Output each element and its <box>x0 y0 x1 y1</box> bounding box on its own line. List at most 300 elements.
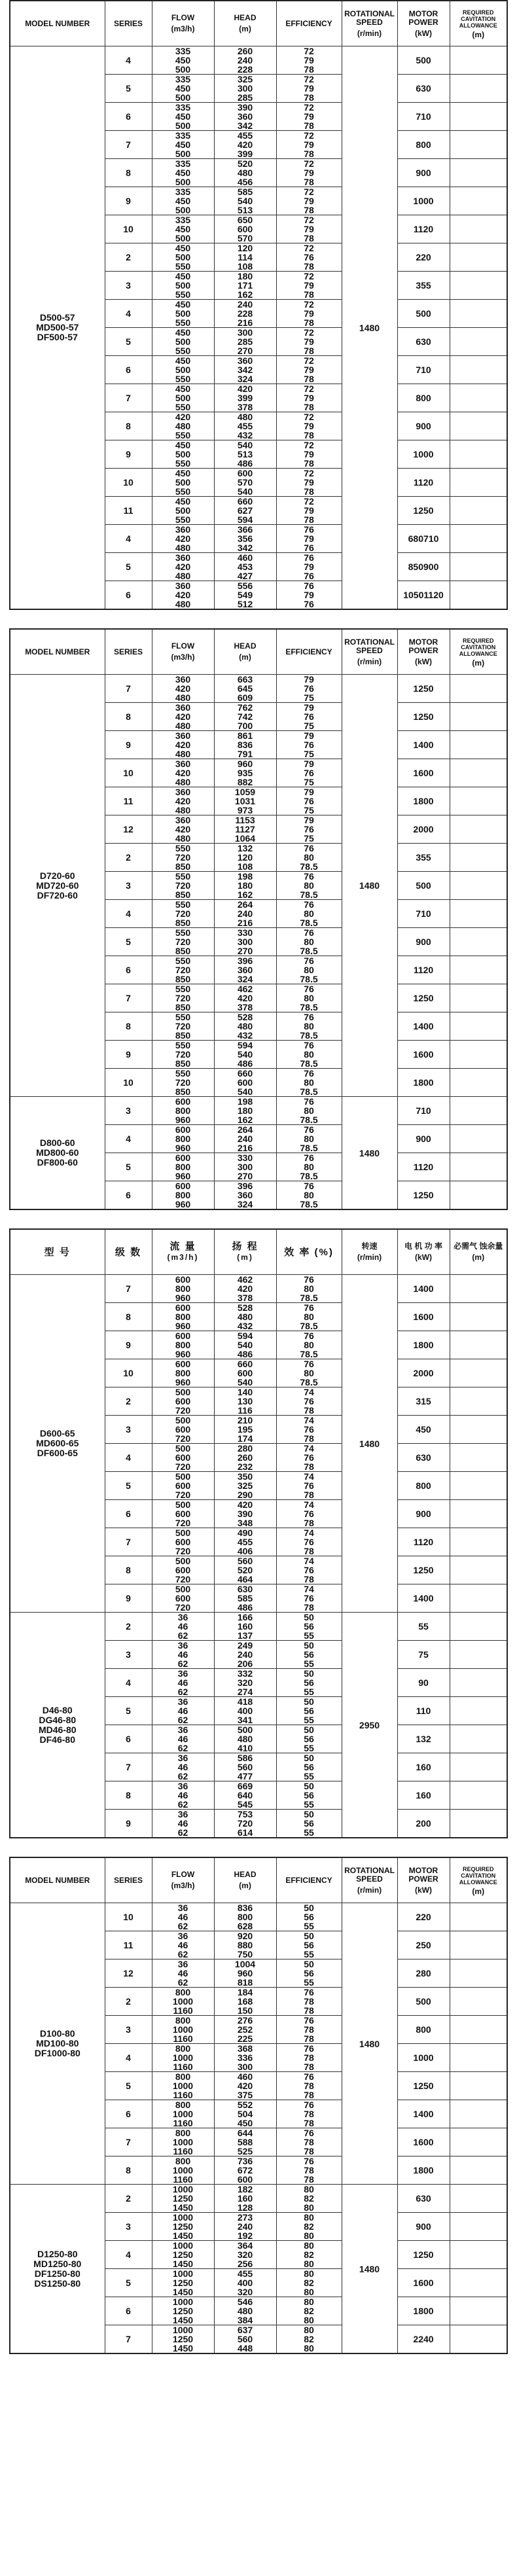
flow-value: 480 <box>175 805 191 815</box>
eff-value: 79 <box>304 449 314 459</box>
head-value: 325 <box>237 74 253 84</box>
flow-value: 600 <box>175 1593 191 1603</box>
series-cell: 5 <box>105 1472 152 1500</box>
eff-cell <box>276 2156 342 2185</box>
eff-value: 78 <box>304 374 314 384</box>
eff-value: 80 <box>304 1105 314 1116</box>
motor-power-cell <box>397 2016 450 2044</box>
series-cell: 8 <box>105 1556 152 1584</box>
head-value: 528 <box>237 1012 253 1022</box>
head-value: 669 <box>237 1781 253 1791</box>
head-cell <box>214 300 276 328</box>
head-value: 540 <box>237 196 253 206</box>
cavitation-cell <box>450 787 507 815</box>
eff-value: 80 <box>304 2325 314 2335</box>
head-cell <box>214 2213 276 2241</box>
flow-cell <box>152 1669 214 1697</box>
eff-value: 76 <box>304 1537 314 1547</box>
eff-value: 78 <box>304 1996 314 2007</box>
cavitation-cell <box>450 300 507 328</box>
eff-value: 76 <box>304 768 314 778</box>
eff-value: 76 <box>304 984 314 994</box>
eff-value: 80 <box>304 2230 314 2241</box>
head-value: 464 <box>237 1574 253 1584</box>
flow-value: 46 <box>177 1734 188 1744</box>
head-value: 400 <box>237 1706 253 1716</box>
flow-value: 450 <box>175 111 191 122</box>
motor-power-value: 1250 <box>413 2249 434 2260</box>
eff-value: 76 <box>304 1509 314 1519</box>
eff-cell <box>276 1781 342 1810</box>
flow-value: 1000 <box>172 2024 194 2035</box>
motor-power-cell <box>397 1472 450 1500</box>
cavitation-cell <box>450 1472 507 1500</box>
eff-value: 56 <box>304 1649 314 1660</box>
eff-value: 76 <box>304 2100 314 2110</box>
cavitation-cell <box>450 356 507 384</box>
header-flow-label: FLOW <box>171 641 195 651</box>
header-efficiency <box>276 629 342 675</box>
head-value: 348 <box>237 1518 253 1528</box>
motor-power-cell <box>397 159 450 187</box>
flow-value: 62 <box>177 1827 188 1838</box>
motor-power-value: 450 <box>416 1424 431 1435</box>
eff-value: 78.5 <box>300 889 318 900</box>
motor-power-value: 500 <box>416 308 431 319</box>
flow-cell <box>152 928 214 956</box>
flow-cell <box>152 1781 214 1810</box>
flow-value: 550 <box>175 843 191 853</box>
header-npsh-unit: (m) <box>472 30 485 39</box>
motor-power-cell <box>397 1931 450 1959</box>
eff-value: 76 <box>304 2015 314 2026</box>
eff-value: 74 <box>304 1415 314 1425</box>
eff-value: 78 <box>304 514 314 525</box>
eff-value: 78.5 <box>300 1377 318 1387</box>
flow-value: 500 <box>175 1387 191 1397</box>
head-value: 486 <box>237 1058 253 1069</box>
speed-cell: 1480 <box>342 2185 397 2354</box>
head-cell <box>214 1331 276 1359</box>
flow-value: 1160 <box>173 2033 193 2044</box>
cavitation-cell <box>450 844 507 872</box>
eff-value: 80 <box>304 2184 314 2194</box>
head-value: 216 <box>237 1143 253 1153</box>
motor-power-cell <box>397 2269 450 2297</box>
series-cell: 3 <box>105 1097 152 1125</box>
flow-value: 600 <box>175 1480 191 1491</box>
eff-value: 50 <box>304 1753 314 1763</box>
cavitation-cell <box>450 2325 507 2354</box>
eff-cell <box>276 787 342 815</box>
head-value: 120 <box>237 243 253 253</box>
flow-value: 450 <box>175 299 191 310</box>
motor-power-value: 1120 <box>413 1537 434 1547</box>
head-value: 320 <box>237 2287 253 2297</box>
head-value: 480 <box>237 1021 253 1031</box>
head-value: 455 <box>237 1537 253 1547</box>
head-value: 672 <box>237 2165 253 2175</box>
series-cell: 7 <box>105 675 152 703</box>
flow-value: 335 <box>175 187 191 197</box>
flow-value: 1000 <box>172 2137 194 2147</box>
cavitation-cell <box>450 1781 507 1810</box>
eff-value: 78.5 <box>300 1002 318 1012</box>
eff-cell <box>276 956 342 984</box>
motor-power-cell <box>397 1810 450 1838</box>
cavitation-cell <box>450 2128 507 2156</box>
motor-power-cell <box>397 2156 450 2185</box>
eff-value: 76 <box>304 1124 314 1135</box>
eff-value: 78.5 <box>300 946 318 956</box>
header-speed-label: ROTATIONAL SPEED <box>344 1865 395 1884</box>
head-value: 420 <box>237 1499 253 1510</box>
cavitation-cell <box>450 759 507 787</box>
eff-cell <box>276 412 342 440</box>
model-number: MD720-60 <box>36 880 79 891</box>
head-cell <box>214 844 276 872</box>
motor-power-value: 1250 <box>413 1190 434 1200</box>
flow-cell <box>152 2213 214 2241</box>
model-number: DF500-57 <box>37 332 78 342</box>
cavitation-cell <box>450 1387 507 1416</box>
head-cell <box>214 1753 276 1781</box>
eff-value: 79 <box>304 308 314 319</box>
flow-cell <box>152 75 214 103</box>
head-cell <box>214 103 276 131</box>
flow-value: 800 <box>175 1283 191 1294</box>
series-cell: 7 <box>105 131 152 159</box>
series-cell: 7 <box>105 384 152 412</box>
head-value: 791 <box>237 749 253 759</box>
eff-value: 72 <box>304 468 314 478</box>
head-value: 600 <box>237 1368 253 1378</box>
eff-value: 56 <box>304 1677 314 1688</box>
eff-value: 76 <box>304 2156 314 2166</box>
eff-value: 78 <box>304 2118 314 2128</box>
eff-value: 76 <box>304 543 314 553</box>
eff-value: 80 <box>304 1162 314 1172</box>
cavitation-cell <box>450 187 507 215</box>
eff-value: 78.5 <box>300 1030 318 1041</box>
flow-cell <box>152 1472 214 1500</box>
table-row <box>10 675 507 703</box>
flow-value: 360 <box>175 674 191 685</box>
eff-value: 56 <box>304 1940 314 1950</box>
eff-value: 72 <box>304 187 314 197</box>
flow-value: 550 <box>175 317 191 328</box>
eff-value: 56 <box>304 1621 314 1632</box>
head-cell <box>214 1303 276 1331</box>
eff-value: 75 <box>304 777 314 787</box>
motor-power-value: 630 <box>416 336 431 347</box>
cavitation-cell <box>450 1528 507 1556</box>
eff-value: 79 <box>304 83 314 94</box>
header-efficiency-label: EFFICIENCY <box>285 18 332 28</box>
eff-value: 76 <box>304 599 314 609</box>
motor-power-cell <box>397 525 450 553</box>
flow-value: 360 <box>175 730 191 741</box>
cavitation-cell <box>450 243 507 272</box>
eff-value: 76 <box>304 1593 314 1603</box>
flow-value: 62 <box>177 1977 188 1988</box>
eff-value: 78 <box>304 64 314 75</box>
motor-power-value: 630 <box>416 2193 431 2204</box>
head-value: 396 <box>237 1181 253 1191</box>
motor-power-value: 500 <box>416 55 431 65</box>
eff-value: 78 <box>304 2090 314 2100</box>
head-value: 486 <box>237 458 253 469</box>
head-value: 700 <box>237 721 253 731</box>
flow-value: 360 <box>175 759 191 769</box>
cavitation-cell <box>450 703 507 731</box>
eff-value: 79 <box>304 224 314 234</box>
head-value: 450 <box>237 2118 253 2128</box>
head-value: 160 <box>237 1621 253 1632</box>
eff-value: 55 <box>304 1630 314 1641</box>
head-cell <box>214 75 276 103</box>
flow-cell <box>152 1931 214 1959</box>
eff-value: 79 <box>304 196 314 206</box>
motor-power-cell <box>397 1641 450 1669</box>
head-cell <box>214 2128 276 2156</box>
flow-value: 62 <box>177 1921 188 1931</box>
flow-cell <box>152 103 214 131</box>
eff-value: 72 <box>304 496 314 507</box>
head-cell <box>214 187 276 215</box>
head-value: 240 <box>237 908 253 919</box>
flow-cell <box>152 2016 214 2044</box>
flow-value: 1160 <box>173 2174 193 2185</box>
cavitation-cell <box>450 46 507 75</box>
eff-value: 50 <box>304 1725 314 1735</box>
flow-value: 335 <box>175 74 191 84</box>
head-value: 342 <box>237 543 253 553</box>
header-speed-unit: (r/min) <box>357 1253 382 1262</box>
flow-value: 550 <box>175 346 191 356</box>
cavitation-cell <box>450 2269 507 2297</box>
series-cell: 5 <box>105 928 152 956</box>
eff-value: 75 <box>304 692 314 703</box>
series-cell: 10 <box>105 1903 152 1931</box>
eff-value: 78.5 <box>300 1086 318 1097</box>
head-value: 375 <box>237 2090 253 2100</box>
eff-cell <box>276 272 342 300</box>
eff-cell <box>276 1556 342 1584</box>
flow-value: 1000 <box>172 2184 194 2194</box>
eff-value: 80 <box>304 2268 314 2279</box>
model-number: DF1250-80 <box>34 2268 80 2279</box>
flow-value: 800 <box>175 2100 191 2110</box>
motor-power-value: 1600 <box>413 768 434 778</box>
head-value: 588 <box>237 2137 253 2147</box>
flow-value: 500 <box>175 280 191 291</box>
head-value: 880 <box>237 1940 253 1950</box>
eff-value: 50 <box>304 1809 314 1819</box>
eff-value: 79 <box>304 674 314 685</box>
flow-cell <box>152 497 214 525</box>
series-cell: 5 <box>105 553 152 581</box>
eff-value: 80 <box>304 1021 314 1031</box>
eff-value: 78 <box>304 2109 314 2119</box>
eff-value: 80 <box>304 2240 314 2251</box>
head-cell <box>214 759 276 787</box>
motor-power-value: 2240 <box>413 2334 434 2344</box>
motor-power-cell <box>397 1669 450 1697</box>
head-cell <box>214 553 276 581</box>
eff-value: 72 <box>304 130 314 141</box>
flow-value: 1000 <box>172 2268 194 2279</box>
motor-power-cell <box>397 1275 450 1303</box>
head-cell <box>214 787 276 815</box>
eff-value: 78.5 <box>300 1349 318 1359</box>
head-value: 420 <box>237 2081 253 2091</box>
flow-value: 600 <box>175 1274 191 1285</box>
eff-value: 72 <box>304 412 314 422</box>
flow-value: 1160 <box>173 2118 193 2128</box>
eff-cell <box>276 1416 342 1444</box>
cavitation-cell <box>450 1069 507 1097</box>
cavitation-cell <box>450 815 507 844</box>
head-cell <box>214 412 276 440</box>
eff-cell <box>276 2072 342 2100</box>
header-series-label: SERIES <box>113 1875 143 1885</box>
flow-value: 960 <box>175 1377 191 1387</box>
eff-cell <box>276 1810 342 1838</box>
eff-value: 76 <box>304 552 314 563</box>
eff-cell <box>276 1041 342 1069</box>
motor-power-value: 160 <box>416 1790 431 1800</box>
head-value: 300 <box>237 83 253 94</box>
flow-value: 850 <box>175 918 191 928</box>
eff-value: 55 <box>304 1743 314 1753</box>
eff-cell <box>276 1725 342 1753</box>
motor-power-cell <box>397 581 450 610</box>
head-value: 1153 <box>235 815 255 825</box>
motor-power-value: 1250 <box>413 711 434 722</box>
eff-cell <box>276 1669 342 1697</box>
flow-value: 800 <box>175 1340 191 1350</box>
table-gap <box>0 1838 517 1857</box>
motor-power-cell <box>397 844 450 872</box>
flow-value: 550 <box>175 486 191 497</box>
flow-value: 500 <box>175 505 191 516</box>
flow-value: 960 <box>175 1171 191 1181</box>
spec-table <box>9 1228 508 1838</box>
series-cell: 9 <box>105 1331 152 1359</box>
flow-value: 360 <box>175 702 191 713</box>
motor-power-cell <box>397 1528 450 1556</box>
eff-cell <box>276 2241 342 2269</box>
flow-value: 36 <box>177 1612 188 1622</box>
model-number: DG46-80 <box>39 1714 77 1725</box>
flow-cell <box>152 984 214 1012</box>
flow-cell <box>152 525 214 553</box>
eff-cell <box>276 328 342 356</box>
eff-cell <box>276 1903 342 1931</box>
cavitation-cell <box>450 2072 507 2100</box>
cavitation-cell <box>450 1988 507 2016</box>
flow-value: 720 <box>175 880 191 891</box>
eff-value: 78 <box>304 1461 314 1472</box>
motor-power-value: 1000 <box>413 196 434 206</box>
flow-cell <box>152 2100 214 2128</box>
motor-power-cell <box>397 787 450 815</box>
motor-power-cell <box>397 328 450 356</box>
head-value: 240 <box>237 1649 253 1660</box>
head-value: 486 <box>237 1349 253 1359</box>
flow-cell <box>152 2269 214 2297</box>
flow-cell <box>152 815 214 844</box>
head-cell <box>214 1181 276 1210</box>
eff-value: 78 <box>304 205 314 215</box>
series-cell: 6 <box>105 2297 152 2325</box>
cavitation-cell <box>450 1153 507 1181</box>
series-cell: 4 <box>105 2044 152 2072</box>
eff-value: 80 <box>304 880 314 891</box>
series-cell: 5 <box>105 2269 152 2297</box>
eff-cell <box>276 1012 342 1041</box>
eff-value: 56 <box>304 1762 314 1772</box>
flow-value: 360 <box>175 581 191 591</box>
series-cell: 7 <box>105 1275 152 1303</box>
series-cell: 12 <box>105 1959 152 1988</box>
eff-cell <box>276 103 342 131</box>
series-cell: 8 <box>105 703 152 731</box>
head-value: 108 <box>237 261 253 272</box>
head-value: 490 <box>237 1528 253 1538</box>
series-cell: 6 <box>105 2100 152 2128</box>
head-value: 480 <box>237 412 253 422</box>
cavitation-cell <box>450 1931 507 1959</box>
head-cell <box>214 2100 276 2128</box>
head-value: 560 <box>237 1762 253 1772</box>
header-npsh-label: REQUIRED CAVITATION ALLOWANCE <box>459 9 497 29</box>
eff-value: 55 <box>304 1771 314 1781</box>
head-cell <box>214 581 276 610</box>
flow-value: 62 <box>177 1715 188 1725</box>
flow-value: 420 <box>175 683 191 694</box>
motor-power-cell <box>397 497 450 525</box>
flow-cell <box>152 1125 214 1153</box>
motor-power-cell <box>397 412 450 440</box>
flow-cell <box>152 1012 214 1041</box>
motor-power-value: 1600 <box>413 2137 434 2147</box>
header-model-label: 型 号 <box>44 1246 71 1258</box>
header-head-unit: (m) <box>239 24 251 33</box>
eff-value: 75 <box>304 721 314 731</box>
motor-power-value: 800 <box>416 1480 431 1491</box>
header-npsh-label: 必需气 蚀余量 <box>454 1242 503 1251</box>
flow-value: 420 <box>175 412 191 422</box>
head-value: 594 <box>237 1331 253 1341</box>
flow-value: 500 <box>175 1499 191 1510</box>
eff-cell <box>276 1472 342 1500</box>
eff-value: 79 <box>304 111 314 122</box>
head-value: 540 <box>237 440 253 450</box>
series-cell: 8 <box>105 1012 152 1041</box>
header-motor <box>397 1 450 46</box>
head-value: 594 <box>237 514 253 525</box>
flow-value: 450 <box>175 271 191 281</box>
head-value: 270 <box>237 946 253 956</box>
flow-cell <box>152 1500 214 1528</box>
flow-value: 1250 <box>172 2278 194 2288</box>
flow-value: 600 <box>175 1452 191 1463</box>
model-number: D1250-80 <box>37 2248 78 2259</box>
cavitation-cell <box>450 1959 507 1988</box>
flow-value: 1160 <box>173 2146 193 2156</box>
